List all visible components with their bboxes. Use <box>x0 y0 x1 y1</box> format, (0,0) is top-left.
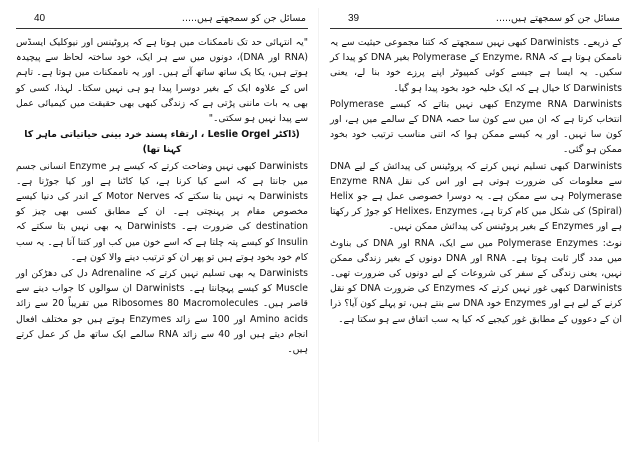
left-page <box>12 10 312 440</box>
right-paragraph-3: Darwinists کبھی تسلیم نہیں کرتے کہ پروٹینس کی پیدائش کے لیے DNA سے معلومات کی ضرورت ہوتی ہے اور اس کی نقل Enzyme RNA Polymerase ہی سے ممکن ہے۔ یہ دوسرا خصوصی عمل ہے جو Helix (Spiral) کی شکل میں کام کرتا ہے، Helixes، Enzymes کو جوڑ کر رکھتا ہے اور Enzymes کے بغیر پروٹینس کی پیدائش ممکن نہیں۔ <box>330 160 623 233</box>
left-running-title: مسائل جن کو سمجھتے ہیں..... <box>181 13 306 24</box>
left-paragraph-2: Darwinists کبھی نہیں وضاحت کرتے کہ کیسے ہر Enzyme انسانی جسم میں جانتا ہے کہ اسے کیا کرنا ہے، کیا کاٹنا ہے اور کیا جوڑنا ہے۔ Darwinists یہ نہیں بتا سکتے کہ Motor Nerves کے اندر کی دنیا کیسے مخصوص مقام پر پہنچتی ہے۔ ان کے مطابق کسی بھی چیز کو destination کی ضرورت ہے۔ Darwinists یہ بھی نہیں بتا سکتے کہ Insulin کو کیسے پتہ چلتا ہے کہ اسے خون میں کب اور کتنا آنا ہے۔ یہ سب کام خود بخود ہوتے ہیں تو پھر ان کو ترتیب دینے والا کون ہے۔ <box>16 160 309 263</box>
right-paragraph-2: Enzyme RNA Darwinists کبھی نہیں بتاتے کہ کیسے Polymerase انتخاب کرتا ہے کہ ان میں سے کون سا حصہ DNA کے سالمے میں ہے، اور کون سا نہیں۔ اور یہ کیسے ممکن ہوا کہ اتنی مناسب ترتیب خود بخود ممکن ہو گئی۔ <box>330 98 623 156</box>
left-page-body <box>12 35 312 357</box>
right-page-body <box>326 35 626 327</box>
right-page <box>326 10 626 440</box>
left-page-number: 40 <box>34 13 46 24</box>
page-gutter <box>318 8 319 442</box>
right-paragraph-4: نوٹ: Polymerase Enzymes میں سے ایک، RNA اور DNA کی بناوٹ میں مدد گار ثابت ہوتا ہے۔ RNA اور DNA دونوں کے بغیر زندگی ممکن نہیں، یعنی زندگی کے سفر کی شروعات کے لیے دونوں کی ضرورت تھی۔ Darwinists کبھی غور نہیں کرتے کہ Enzymes کی ضرورت DNA کو نقل کرنے کے لیے ہے اور Enzymes خود DNA سے بنتے ہیں، تو پہلے کون آیا؟ ذرا ان کے دعووں کے مطابق غور کیجیے کہ کیا یہ سب اتفاق سے ہو سکتا ہے۔ <box>330 237 622 325</box>
right-page-header <box>326 10 626 28</box>
left-page-header <box>12 10 312 28</box>
right-page-number: 39 <box>348 13 360 24</box>
left-paragraph-3: Darwinists یہ بھی تسلیم نہیں کرتے کہ Adrenaline دل کی دھڑکن اور Muscle کو کیسے پہچانتا ہے۔ Darwinists ان سوالوں کا جواب دینے سے قاصر ہیں۔ Ribosomes 80 Macromolecules میں تقریباً 20 سے زائد Amino acids اور 100 سے زائد Enzymes ہوتے ہیں جو مختلف افعال انجام دیتے ہیں اور 40 سے زائد RNA سالمے ایک ساتھ مل کر عمل کرتے ہیں۔ <box>16 268 308 356</box>
right-running-title: مسائل جن کو سمجھتے ہیں..... <box>495 13 620 24</box>
right-paragraph-1: کے ذریعے۔ Darwinists کبھی نہیں سمجھتے کہ کتنا مجموعی حیثیت سے یہ ناممکن ہوتا ہے کہ Enzyme، RNA کے Polymerase بغیر DNA کو پیدا کر سکیں۔ یہ ایسا ہے جیسے کوئی کمپیوٹر اپنے پرزے خود بنا لے، یعنی Darwinists کا خیال ہے کہ ایک خلیہ خود بخود پیدا ہو گیا۔ <box>330 37 622 94</box>
left-paragraph-1: "یہ انتہائی حد تک ناممکنات میں ہوتا ہے کہ پروٹینس اور نیوکلیک ایسڈس (RNA اور DNA)، دونوں میں سے ہر ایک، خود ساختہ لحاظ سے پیچیدہ ہوتے ہیں، یکا یک ساتھ ساتھ آئے ہیں۔ اور یہ ناممکنات میں ہوتا ہے۔ تاہم اس کے علاوہ ایک کے بغیر دوسرا پیدا ہو ہی نہیں سکتا۔ لہذا، کسی کو بھی یہ بات ماننی پڑتی ہے کہ زندگی کبھی بھی حقیقت میں کیمیائی عمل سے پیدا نہیں ہو سکتی۔" <box>16 37 308 125</box>
left-quote-attribution: (ڈاکٹر Leslie Orgel ، ارتقاء پسند خرد بینی حیاتیاتی ماہر کا کہنا تھا) <box>24 129 300 156</box>
left-header-rule <box>16 28 308 29</box>
right-header-rule <box>330 28 622 29</box>
